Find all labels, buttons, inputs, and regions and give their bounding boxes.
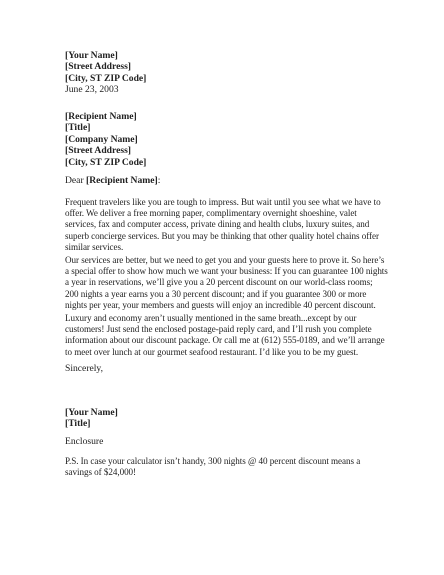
salutation-suffix: : [157,175,161,186]
salutation-prefix: Dear [65,175,87,186]
body-paragraph-3 [65,313,395,358]
sender-address-block [65,50,385,96]
signature-block [65,407,385,430]
paragraph-line: similar services. [65,241,124,252]
sender-street: [Street Address] [65,61,131,73]
body-paragraph-2 [65,255,395,311]
paragraph-line: to meet over lunch at our gourmet seafood restaurant. I’d like you to be my guest. [65,346,359,357]
paragraph-line: services, fax and computer access, private dining and health clubs, luxury suites, and [65,219,370,230]
paragraph-line: Frequent travelers like you are tough to impress. But wait until you see what we have to [65,197,381,207]
postscript [65,456,395,478]
paragraph-line: superb concierge services. But you may be thinking that other quality hotel chains offer [65,230,379,241]
letter-date: June 23, 2003 [65,84,119,96]
sender-name: [Your Name] [65,50,118,61]
salutation-name: [Recipient Name] [86,175,158,186]
postscript-line: savings of $24,000! [65,467,137,478]
signature-title: [Title] [65,418,91,430]
salutation [65,175,160,186]
paragraph-line: a special offer to show how much we want your business: If you can guarantee 100 nights [65,266,388,277]
recipient-city: [City, ST ZIP Code] [65,156,147,168]
recipient-name: [Recipient Name] [65,111,137,122]
paragraph-line: offer. We deliver a free morning paper, complimentary overnight shoeshine, valet [65,208,357,219]
paragraph-line: nights per year, your members and guests will enjoy an incredible 40 percent discount. [65,299,376,310]
enclosure: Enclosure [65,436,104,447]
signature-name: [Your Name] [65,407,118,418]
paragraph-line: information about our discount package. Or call me at (612) 555-0189, and we’ll arrange [65,335,385,346]
recipient-company: [Company Name] [65,133,138,145]
paragraph-line: Our services are better, but we need to get you and your guests here to prove it. So here’s [65,255,385,265]
postscript-line: P.S. In case your calculator isn’t handy, 300 nights @ 40 percent discount means a [65,456,361,466]
closing-block [65,363,385,374]
paragraph-line: 200 nights a year earns you a 30 percent discount; and if you guarantee 300 or more [65,288,367,299]
recipient-address-block [65,111,385,168]
paragraph-line: customers! Just send the enclosed postage-paid reply card, and I’ll rush you complete [65,324,372,335]
closing: Sincerely, [65,363,104,374]
recipient-street: [Street Address] [65,145,131,157]
body-paragraph-1 [65,197,395,253]
enclosure-block [65,436,385,447]
paragraph-line: Luxury and economy aren’t usually mentioned in the same breath...except by our [65,313,357,323]
recipient-title: [Title] [65,122,91,134]
paragraph-line: a year in reservations, we’ll give you a 20 percent discount on our world-class rooms; [65,277,373,288]
sender-city: [City, ST ZIP Code] [65,72,147,84]
